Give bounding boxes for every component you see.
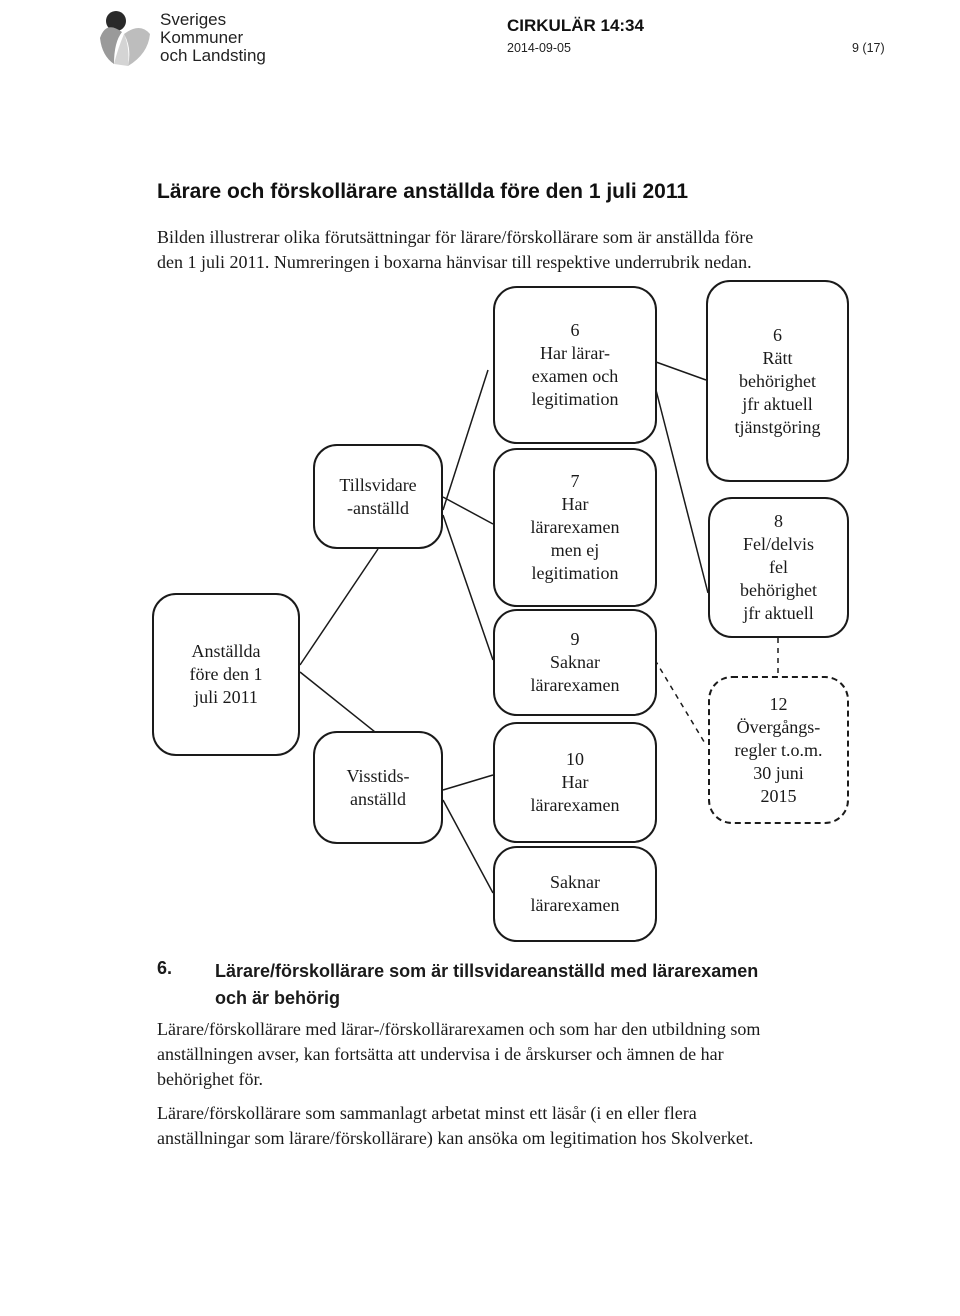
paragraph-2: [157, 1101, 857, 1151]
connector-tillsvidare-box6: [443, 370, 488, 510]
connector-box6-ratt: [656, 362, 706, 380]
connector-tillsvidare-box9: [443, 515, 493, 660]
section-number: 6.: [157, 958, 173, 978]
box-10-har-lararexamen: 10 Har lärarexamen: [493, 722, 657, 843]
connector-box6-fel: [656, 390, 708, 593]
section-title-line-2: och är behörig: [215, 988, 341, 1008]
paragraph-1-line-1: Lärare/förskollärare med lärar-/förskollärarexamen och som har den utbildning som: [157, 1019, 761, 1039]
paragraph-1-line-2: anställningen avser, kan fortsätta att undervisa i de årskurser och ämnen de har: [157, 1044, 724, 1064]
connector-visstids-box10: [443, 775, 493, 790]
box-8-fel-behorighet: 8 Fel/delvis fel behörighet jfr aktuell: [708, 497, 849, 638]
connector-tillsvidare-box7: [443, 497, 493, 524]
section-title: [215, 958, 758, 1012]
org-line-2: Kommuner: [160, 28, 244, 47]
paragraph-1-line-3: behörighet för.: [157, 1069, 263, 1089]
paragraph-2-line-2: anställningar som lärare/förskollärare) kan ansöka om legitimation hos Skolverket.: [157, 1128, 754, 1148]
box-6-ratt-behorighet: 6 Rätt behörighet jfr aktuell tjänstgöring: [706, 280, 849, 482]
paragraph-1: [157, 1017, 857, 1092]
circular-date: 2014-09-05: [507, 41, 571, 55]
intro-line-1: Bilden illustrerar olika förutsättningar för lärare/förskollärare som är anställda före: [157, 227, 754, 247]
page-heading: Lärare och förskollärare anställda före den 1 juli 2011: [157, 180, 689, 203]
page-number: 9 (17): [852, 41, 885, 55]
org-line-1: Sveriges: [160, 10, 227, 29]
connector-box9-overgang: [655, 660, 706, 745]
paragraph-2-line-1: Lärare/förskollärare som sammanlagt arbetat minst ett läsår (i en eller flera: [157, 1103, 697, 1123]
intro-line-2: den 1 juli 2011. Numreringen i boxarna hänvisar till respektive underrubrik nedan.: [157, 252, 752, 272]
connector-anstallda-tillsvidare: [300, 549, 378, 665]
box-tillsvidareanstalld: Tillsvidare -anställd: [313, 444, 443, 549]
circular-title: CIRKULÄR 14:34: [507, 16, 644, 35]
box-visstidsanstalld: Visstids- anställd: [313, 731, 443, 844]
box-12-overgangsregler: 12 Övergångs- regler t.o.m. 30 juni 2015: [708, 676, 849, 824]
box-7-examen-ej-legitimation: 7 Har lärarexamen men ej legitimation: [493, 448, 657, 607]
org-line-3: och Landsting: [160, 46, 266, 65]
box-anstallda-fore-2011: Anställda före den 1 juli 2011: [152, 593, 300, 756]
box-9-saknar-lararexamen: 9 Saknar lärarexamen: [493, 609, 657, 716]
connector-anstallda-visstids: [300, 672, 385, 740]
box-6-larar-examen-legitimation: 6 Har lärar- examen och legitimation: [493, 286, 657, 444]
connector-visstids-saknar: [443, 800, 493, 893]
section-title-line-1: Lärare/förskollärare som är tillsvidareanställd med lärarexamen: [215, 961, 759, 981]
box-saknar-lararexamen: Saknar lärarexamen: [493, 846, 657, 942]
